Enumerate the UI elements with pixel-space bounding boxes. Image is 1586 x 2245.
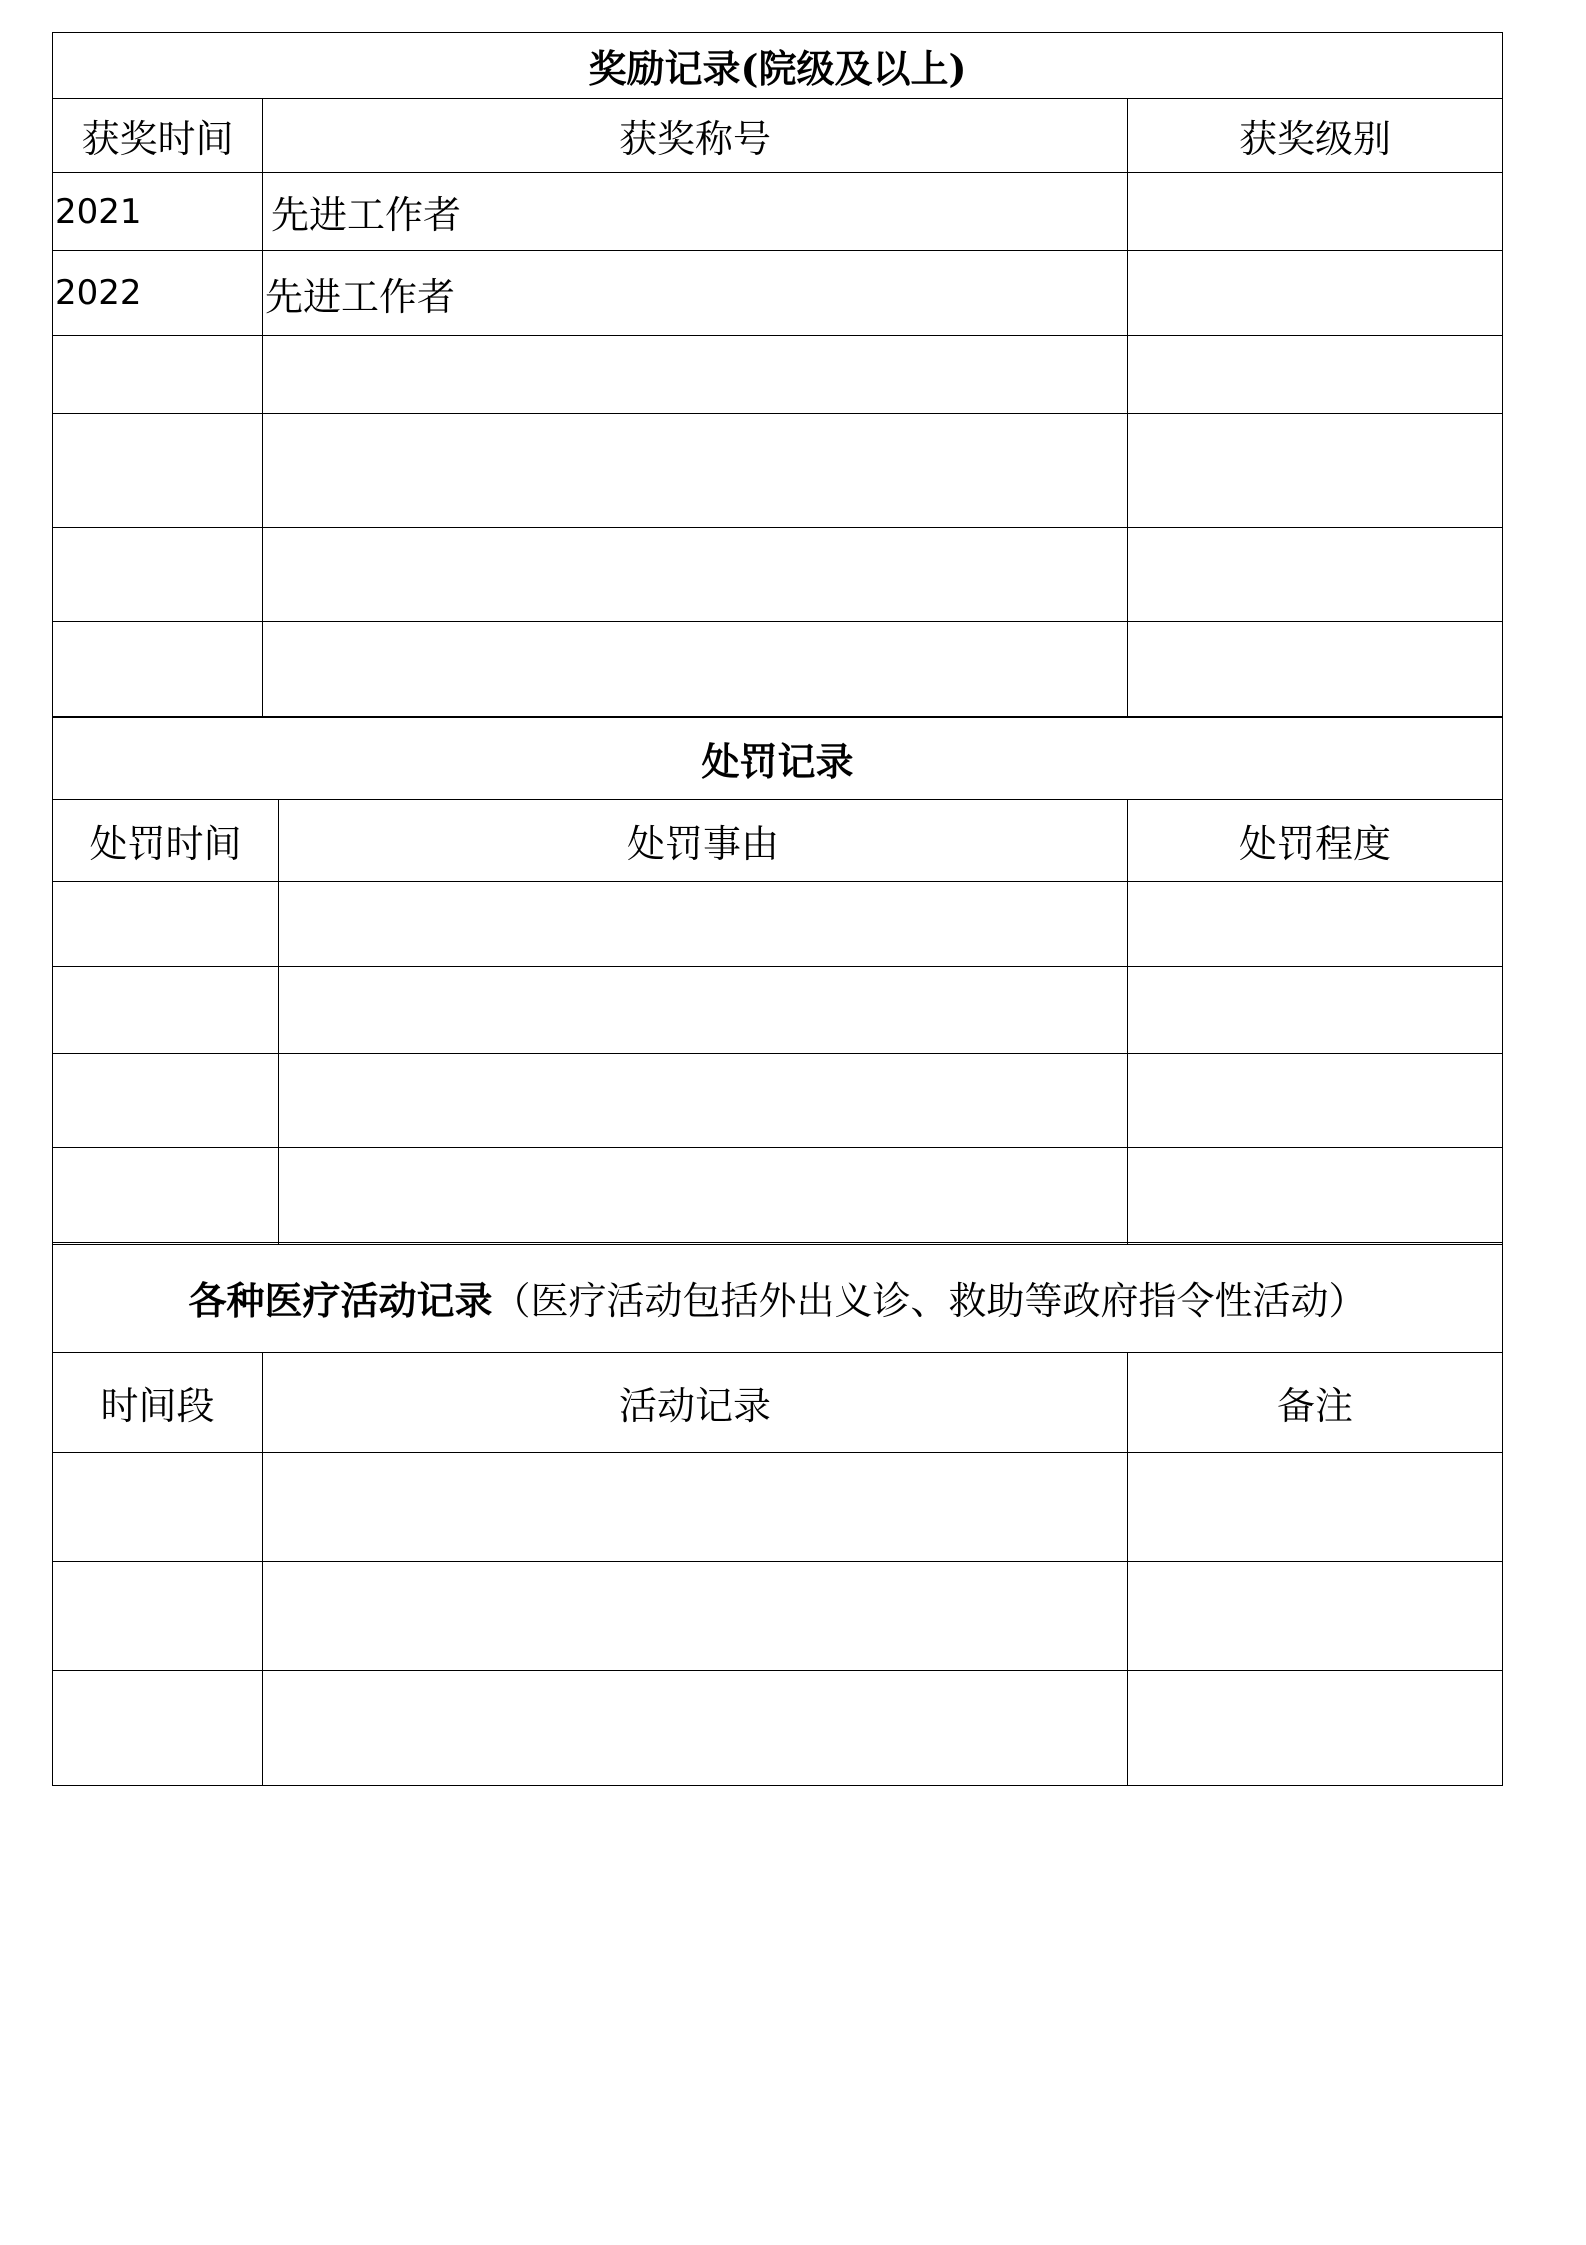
table-row (53, 414, 1503, 528)
award-honor-cell[interactable]: 先进工作者 (263, 251, 1128, 336)
medical-title-note: （医疗活动包括外出义诊、救助等政府指令性活动） (492, 1279, 1367, 1323)
medical-header-period: 时间段 (53, 1353, 263, 1453)
award-honor-cell[interactable] (263, 528, 1128, 622)
medical-table (52, 1242, 1503, 1786)
table-row (53, 1148, 1503, 1245)
penalties-title: 处罚记录 (53, 718, 1503, 800)
medical-note-cell[interactable] (1128, 1671, 1503, 1786)
medical-note-cell[interactable] (1128, 1562, 1503, 1671)
table-row (53, 528, 1503, 622)
penalties-table (52, 717, 1503, 1245)
medical-period-cell[interactable] (53, 1453, 263, 1562)
penalties-header-degree: 处罚程度 (1128, 800, 1503, 882)
medical-title-cell (53, 1243, 1503, 1353)
award-honor-cell[interactable] (263, 622, 1128, 717)
award-time-cell[interactable] (53, 528, 263, 622)
penalties-header-time: 处罚时间 (53, 800, 279, 882)
medical-header-record: 活动记录 (263, 1353, 1128, 1453)
table-row (53, 336, 1503, 414)
penalty-time-cell[interactable] (53, 882, 279, 967)
penalty-degree-cell[interactable] (1128, 1148, 1503, 1245)
award-level-cell[interactable] (1128, 622, 1503, 717)
penalty-time-cell[interactable] (53, 967, 279, 1054)
table-row (53, 882, 1503, 967)
table-row (53, 1054, 1503, 1148)
penalty-reason-cell[interactable] (279, 967, 1128, 1054)
awards-table (52, 32, 1503, 717)
award-honor-cell[interactable] (263, 414, 1128, 528)
penalty-reason-cell[interactable] (279, 1054, 1128, 1148)
award-honor-cell[interactable] (263, 336, 1128, 414)
award-level-cell[interactable] (1128, 251, 1503, 336)
awards-header-level: 获奖级别 (1128, 99, 1503, 173)
awards-title: 奖励记录(院级及以上) (53, 33, 1503, 99)
penalty-time-cell[interactable] (53, 1054, 279, 1148)
medical-record-cell[interactable] (263, 1453, 1128, 1562)
penalty-time-cell[interactable] (53, 1148, 279, 1245)
medical-record-cell[interactable] (263, 1562, 1128, 1671)
penalty-reason-cell[interactable] (279, 882, 1128, 967)
medical-period-cell[interactable] (53, 1671, 263, 1786)
penalty-degree-cell[interactable] (1128, 967, 1503, 1054)
award-time-cell[interactable]: 2021 (53, 173, 263, 251)
penalty-reason-cell[interactable] (279, 1148, 1128, 1245)
table-row (53, 1562, 1503, 1671)
award-time-cell[interactable] (53, 414, 263, 528)
award-time-cell[interactable] (53, 622, 263, 717)
penalties-header-reason: 处罚事由 (279, 800, 1128, 882)
table-row (53, 1671, 1503, 1786)
penalty-degree-cell[interactable] (1128, 1054, 1503, 1148)
medical-title: 各种医疗活动记录 (188, 1278, 493, 1323)
award-time-cell[interactable] (53, 336, 263, 414)
award-time-cell[interactable]: 2022 (53, 251, 263, 336)
table-row (53, 251, 1503, 336)
table-row (53, 173, 1503, 251)
table-row (53, 967, 1503, 1054)
medical-header-note: 备注 (1128, 1353, 1503, 1453)
awards-header-time: 获奖时间 (53, 99, 263, 173)
award-honor-cell[interactable]: 先进工作者 (263, 173, 1128, 251)
award-level-cell[interactable] (1128, 173, 1503, 251)
medical-period-cell[interactable] (53, 1562, 263, 1671)
award-level-cell[interactable] (1128, 528, 1503, 622)
awards-header-honor: 获奖称号 (263, 99, 1128, 173)
award-level-cell[interactable] (1128, 414, 1503, 528)
medical-note-cell[interactable] (1128, 1453, 1503, 1562)
table-row (53, 622, 1503, 717)
table-row (53, 1453, 1503, 1562)
award-level-cell[interactable] (1128, 336, 1503, 414)
penalty-degree-cell[interactable] (1128, 882, 1503, 967)
medical-record-cell[interactable] (263, 1671, 1128, 1786)
